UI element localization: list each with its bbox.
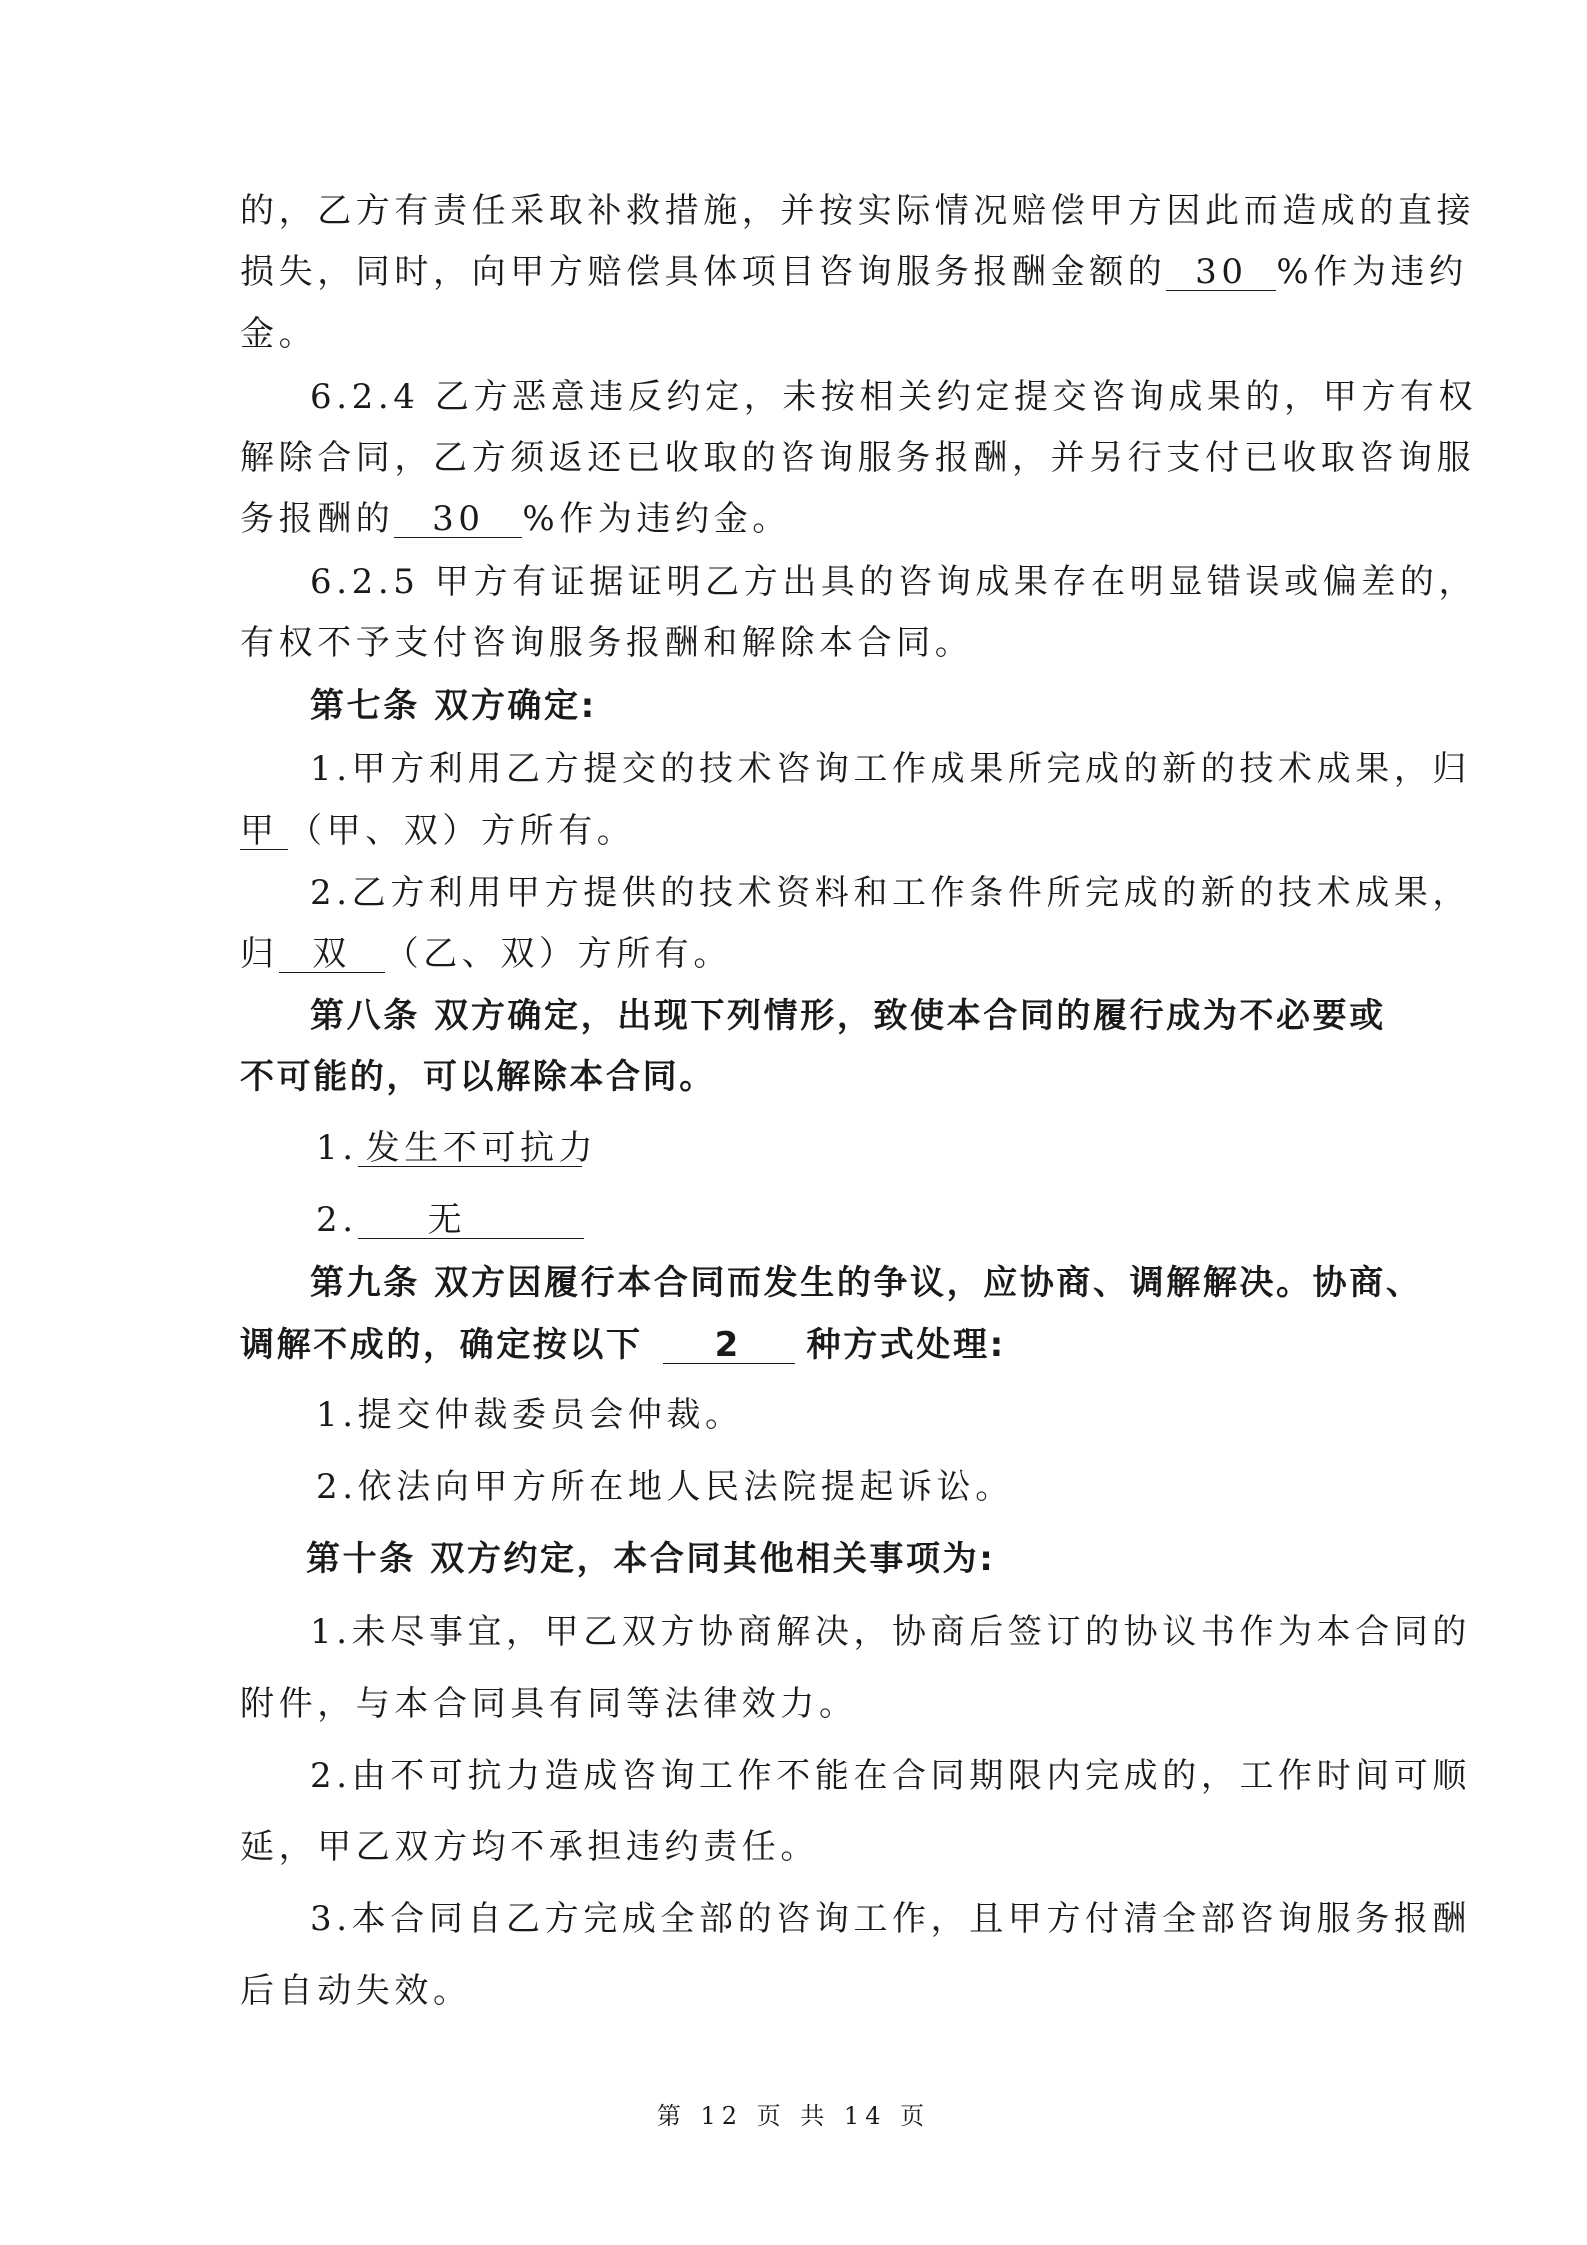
article-8-heading: 第八条 双方确定，出现下列情形，致使本合同的履行成为不必要或 <box>310 996 1386 1036</box>
clause-6-2-4: 6.2.4 乙方恶意违反约定，未按相关约定提交咨询成果的，甲方有权 <box>310 377 1478 417</box>
article-8-item-1 <box>316 1127 598 1169</box>
paragraph-line: 后自动失效。 <box>240 1971 472 2011</box>
item-number: 2. <box>316 1200 358 1240</box>
paragraph-line <box>240 1324 1006 1366</box>
article-9-item-2: 2.依法向甲方所在地人民法院提起诉讼。 <box>316 1467 1014 1507</box>
fill-in-blank: 甲 <box>240 813 288 850</box>
paragraph-line: 解除合同，乙方须返还已收取的咨询服务报酬，并另行支付已收取咨询服 <box>240 438 1476 478</box>
text-segment: %作为违约金。 <box>522 499 791 539</box>
article-9-item-1: 1.提交仲裁委员会仲裁。 <box>316 1395 744 1435</box>
text-segment: （乙、双）方所有。 <box>384 934 733 974</box>
paragraph-line: 附件，与本合同具有同等法律效力。 <box>240 1684 858 1724</box>
paragraph-line: 的，乙方有责任采取补救措施，并按实际情况赔偿甲方因此而造成的直接 <box>240 191 1476 231</box>
text-segment: 归 <box>240 934 279 974</box>
paragraph-line <box>240 251 1468 293</box>
paragraph-line <box>240 933 732 975</box>
fill-in-blank: 2 <box>663 1327 795 1364</box>
fill-in-blank: 无 <box>358 1202 584 1239</box>
article-8-item-2 <box>316 1199 584 1241</box>
article-10-heading: 第十条 双方约定，本合同其他相关事项为: <box>306 1539 996 1579</box>
text-segment: 损失，同时，向甲方赔偿具体项目咨询服务报酬金额的 <box>240 252 1167 292</box>
paragraph-line <box>240 498 791 540</box>
article-7-item-1: 1.甲方利用乙方提交的技术咨询工作成果所完成的新的技术成果，归 <box>310 749 1472 789</box>
paragraph-line: 金。 <box>240 314 318 354</box>
fill-in-blank: 30 <box>1166 254 1276 291</box>
text-segment: 种方式处理: <box>806 1325 1006 1365</box>
text-segment: 务报酬的 <box>240 499 395 539</box>
paragraph-line: 延，甲乙双方均不承担违约责任。 <box>240 1827 819 1867</box>
fill-in-blank: 双 <box>279 936 385 973</box>
article-10-item-1: 1.未尽事宜，甲乙双方协商解决，协商后签订的协议书作为本合同的 <box>310 1612 1472 1652</box>
paragraph-line: 有权不予支付咨询服务报酬和解除本合同。 <box>240 623 974 663</box>
clause-6-2-5: 6.2.5 甲方有证据证明乙方出具的咨询成果存在明显错误或偏差的， <box>310 562 1478 602</box>
article-7-item-2: 2.乙方利用甲方提供的技术资料和工作条件所完成的新的技术成果， <box>310 873 1472 913</box>
text-segment: %作为违约 <box>1276 252 1468 292</box>
article-7-heading: 第七条 双方确定: <box>310 686 597 726</box>
paragraph-line: 不可能的，可以解除本合同。 <box>240 1057 716 1097</box>
text-segment: 调解不成的，确定按以下 <box>240 1325 643 1365</box>
article-10-item-3: 3.本合同自乙方完成全部的咨询工作，且甲方付清全部咨询服务报酬 <box>310 1899 1472 1939</box>
item-number: 1. <box>316 1128 358 1168</box>
fill-in-blank: 30 <box>394 501 522 538</box>
page-footer: 第 12 页 共 14 页 <box>656 2102 931 2130</box>
paragraph-line <box>240 810 635 852</box>
fill-in-blank: 发生不可抗力 <box>358 1130 582 1167</box>
article-10-item-2: 2.由不可抗力造成咨询工作不能在合同期限内完成的，工作时间可顺 <box>310 1756 1472 1796</box>
article-9-heading: 第九条 双方因履行本合同而发生的争议，应协商、调解解决。协商、 <box>310 1263 1423 1303</box>
text-segment: （甲、双）方所有。 <box>288 811 636 851</box>
